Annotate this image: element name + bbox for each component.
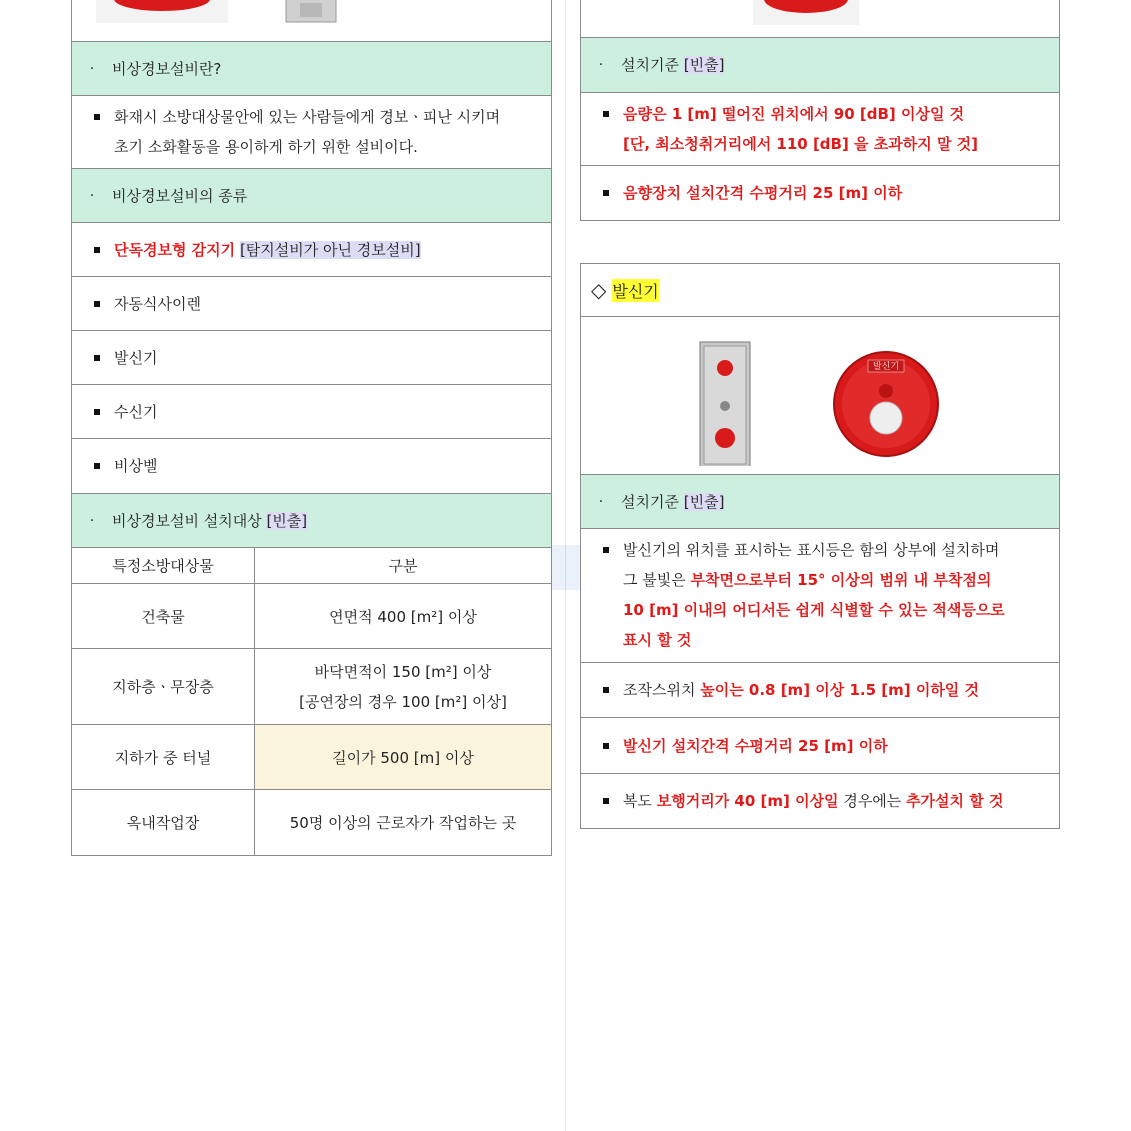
q3-header	[72, 493, 551, 547]
square-bullet	[94, 463, 100, 469]
std1-tag: [빈출]	[683, 56, 725, 74]
table-row: 지하층ㆍ무장층 바닥면적이 150 [m²] 이상 [공연장의 경우 100 [m²] 이상]	[72, 649, 551, 725]
q1-answer	[72, 95, 551, 168]
q1-title: 비상경보설비란?	[112, 59, 222, 78]
type-item-note: [탐지설비가 아닌 경보설비]	[239, 240, 421, 259]
dot-bullet: ·	[598, 493, 604, 510]
type-item	[72, 222, 551, 276]
square-bullet	[94, 247, 100, 253]
table-header-row	[72, 548, 551, 584]
device-title: 발신기	[612, 279, 658, 302]
left-panel	[71, 0, 552, 856]
std2-item: 복도 보행거리가 40 [m] 이상일 경우에는 추가설치 할 것	[581, 773, 1059, 828]
device-panel	[580, 263, 1060, 829]
std1-item: 음량은 1 [m] 떨어진 위치에서 90 [dB] 이상일 것 [단, 최소청취거리에서 110 [dB] 을 초과하지 말 것]	[581, 92, 1059, 165]
type-item-red: 단독경보형 감지기	[114, 240, 236, 259]
column-divider	[565, 0, 566, 1131]
dot-bullet: ·	[89, 512, 95, 529]
dot-bullet: ·	[598, 57, 604, 73]
type-item: 자동식사이렌	[72, 276, 551, 330]
type-item: 수신기	[72, 384, 551, 438]
q2-header	[72, 168, 551, 222]
q2-title: 비상경보설비의 종류	[112, 186, 248, 205]
right-top-panel	[580, 0, 1060, 221]
std2-item: 조작스위치 높이는 0.8 [m] 이상 1.5 [m] 이하일 것	[581, 662, 1059, 717]
table-header: 특정소방대상물	[72, 548, 255, 584]
device-photos	[690, 326, 950, 466]
std2-tag: [빈출]	[683, 492, 725, 511]
table-row: 옥내작업장 50명 이상의 근로자가 작업하는 곳	[72, 790, 551, 855]
q1-header	[72, 41, 551, 95]
square-bullet	[603, 687, 609, 693]
square-bullet	[94, 409, 100, 415]
square-bullet	[603, 547, 609, 553]
dot-bullet: ·	[89, 187, 95, 204]
square-bullet	[94, 114, 100, 120]
device-header	[581, 264, 1059, 316]
std1-title: 설치기준	[621, 56, 679, 74]
install-target-table	[72, 547, 551, 855]
table-row: 지하가 중 터널 길이가 500 [m] 이상	[72, 725, 551, 790]
std2-item: 발신기 설치간격 수평거리 25 [m] 이하	[581, 717, 1059, 773]
device-photo	[581, 0, 1059, 37]
std2-title: 설치기준	[621, 492, 679, 511]
device-photos	[72, 0, 551, 41]
std1-header	[581, 37, 1059, 92]
diamond-icon: ◇	[591, 278, 607, 302]
q3-title: 비상경보설비 설치대상	[112, 511, 262, 530]
std1-item: 음향장치 설치간격 수평거리 25 [m] 이하	[581, 165, 1059, 220]
device-label: 발신기	[872, 361, 900, 372]
square-bullet	[94, 355, 100, 361]
type-item: 발신기	[72, 330, 551, 384]
square-bullet	[603, 743, 609, 749]
dot-bullet: ·	[89, 60, 95, 77]
q3-tag: [빈출]	[266, 511, 308, 530]
std2-item: 발신기의 위치를 표시하는 표시등은 함의 상부에 설치하며 그 불빛은 부착면으로부터 15° 이상의 범위 내 부착점의 10 [m] 이내의 어디서든 쉽게 식별할 수 있는 적색등으로 표시 할 것	[581, 528, 1059, 662]
q1-answer-text: 화재시 소방대상물안에 있는 사람들에게 경보ㆍ피난 시키며 초기 소화활동을 용이하게 하기 위한 설비이다.	[114, 108, 501, 156]
square-bullet	[603, 111, 609, 117]
table-header: 구분	[255, 548, 552, 584]
device-images	[581, 316, 1059, 474]
type-item: 비상벨	[72, 438, 551, 493]
std2-header	[581, 474, 1059, 528]
square-bullet	[603, 190, 609, 196]
square-bullet	[603, 798, 609, 804]
top-image-strip	[581, 0, 1059, 37]
top-image-strip	[72, 0, 551, 41]
square-bullet	[94, 301, 100, 307]
table-row: 건축물 연면적 400 [m²] 이상	[72, 584, 551, 649]
